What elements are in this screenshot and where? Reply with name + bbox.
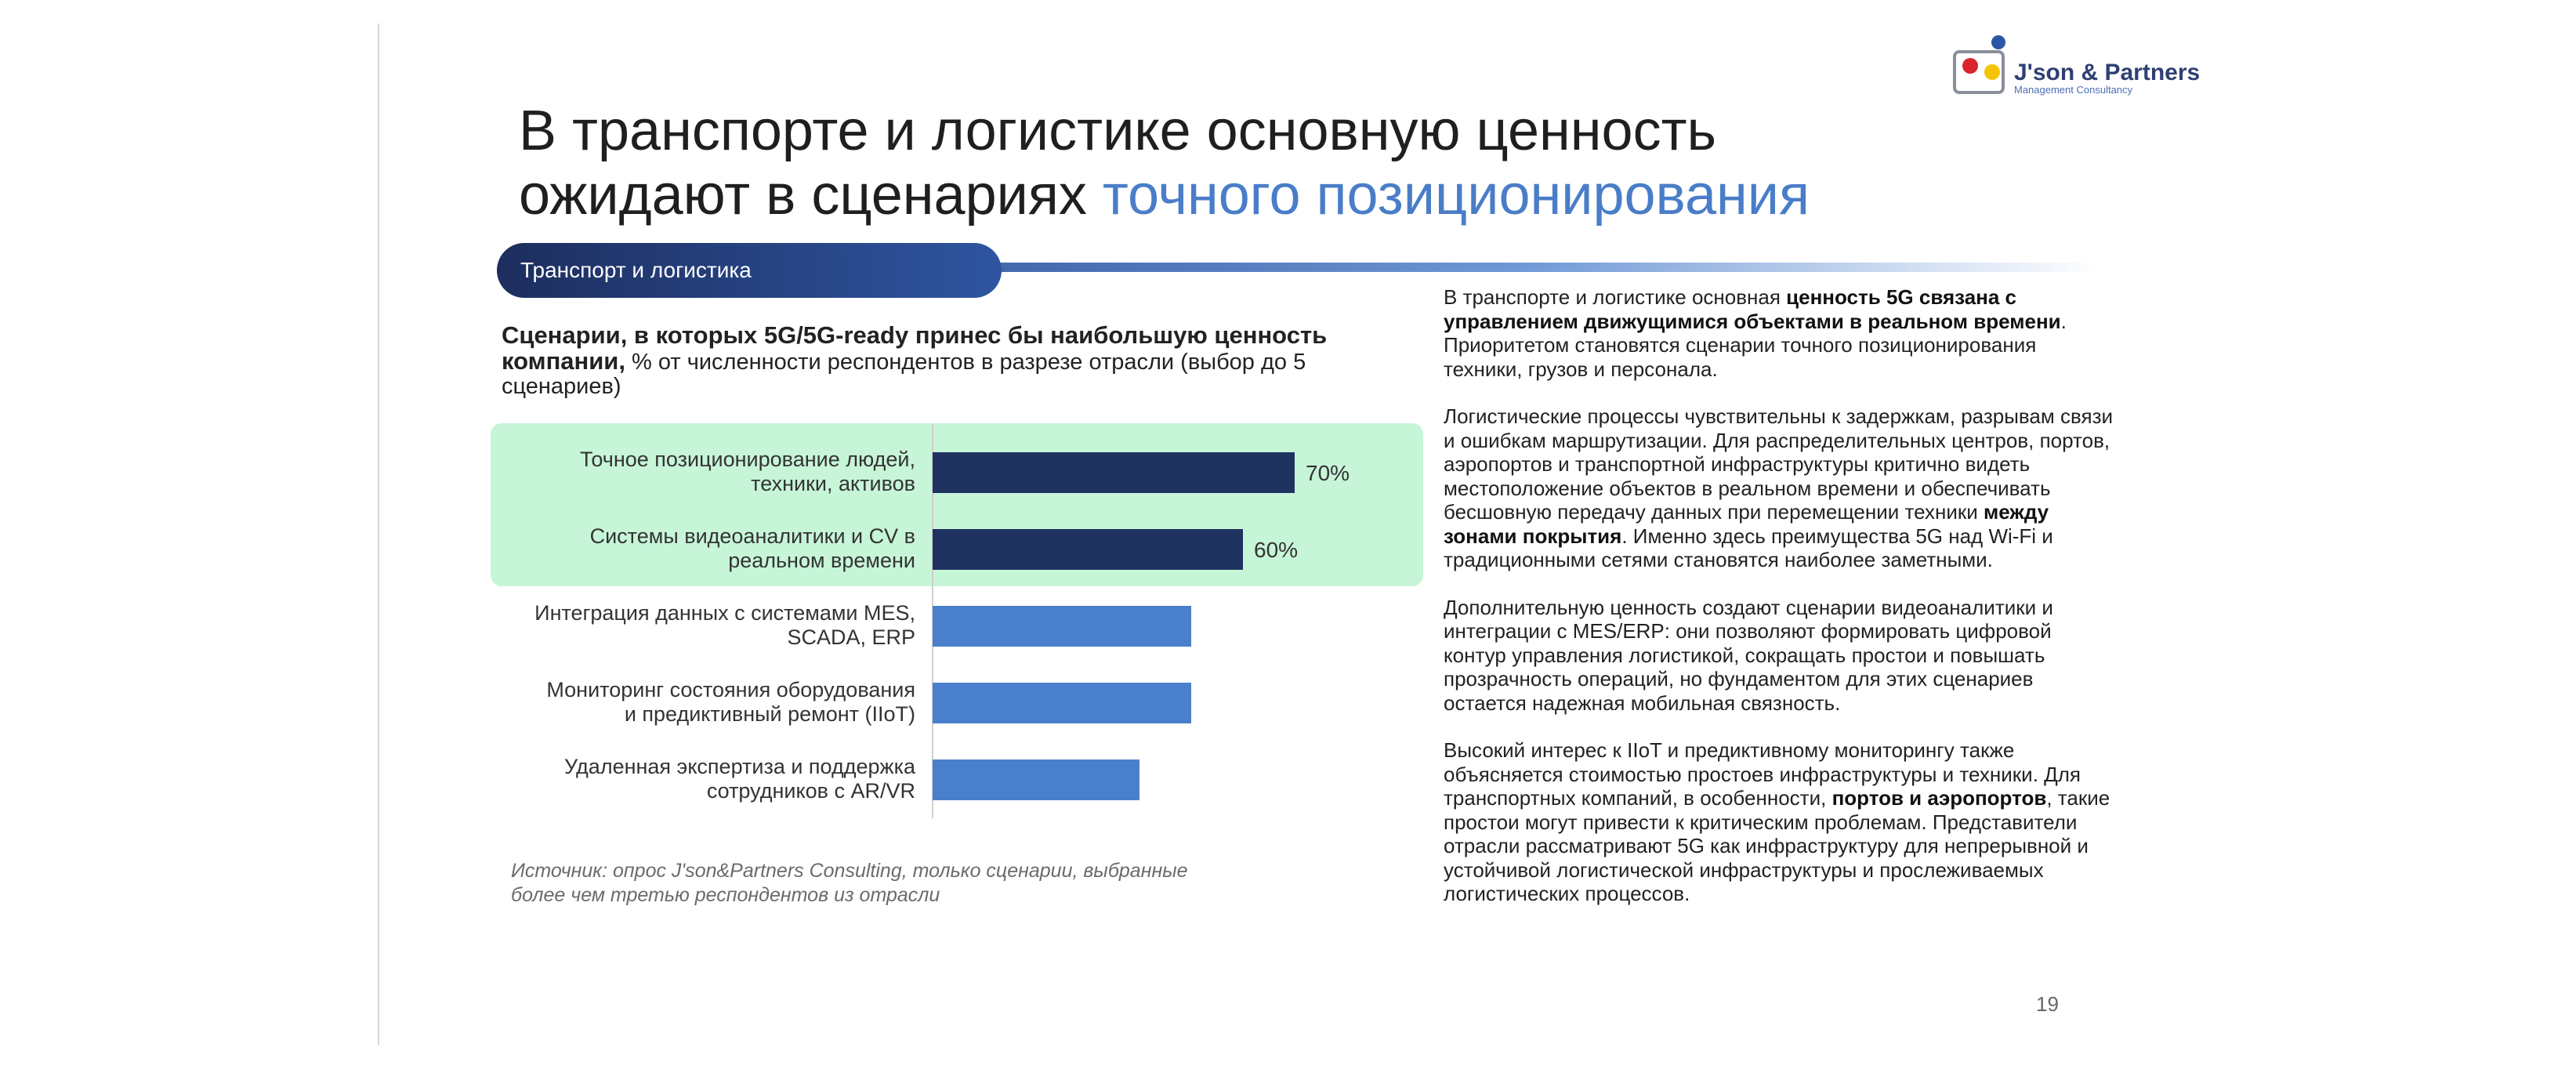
title-accent: точного позиционирования: [1102, 164, 1810, 227]
data-label: 60%: [1254, 538, 1299, 562]
section-band: [940, 263, 2100, 272]
body-p1-bold: ценность 5G связана с управлением движущимися объектами в реальном времени: [1444, 285, 2061, 333]
bar-chart: [470, 423, 1442, 831]
chart-heading-bold: Сценарии, в которых 5G/5G-ready принес бы наибольшую ценность компании,: [502, 321, 1328, 375]
data-label: 70%: [1306, 461, 1350, 485]
category-label: Удаленная экспертиза и поддержка сотрудников с AR/VR: [564, 755, 915, 803]
logo-subtitle: Management Consultancy: [2014, 84, 2133, 96]
logo-text: J'son & Partners: [2014, 60, 2201, 85]
body-p1-a: В транспорте и логистике основная: [1444, 285, 1787, 309]
bar: [933, 683, 1191, 723]
title-line-2: ожидают в сценариях: [519, 164, 1103, 227]
page-title: [519, 99, 2008, 227]
body-p2-a: Логистические процессы чувствительны к задержкам, разрывам связи и ошибкам маршрутизации. Для распределительных центров, портов, аэропортов и транспортной инфраструктуры критично видеть местоположение объектов в реальном времени и обеспечивать бесшовную передачу данных при перемещении техники: [1444, 404, 2114, 524]
bar: [933, 529, 1243, 570]
body-p4-bold: портов и аэропортов: [1831, 786, 2047, 810]
category-label: Системы видеоаналитики и CV в реальном времени: [589, 524, 915, 572]
source-note: Источник: опрос J'son&Partners Consulting, только сценарии, выбранные более чем третью респондентов из отрасли: [511, 860, 1188, 906]
category-label: Интеграция данных с системами MES, SCADA, ERP: [534, 601, 915, 649]
body-p2-bold: между зонами покрытия: [1444, 500, 2049, 548]
body-paragraph-2: [1444, 404, 2118, 572]
title-line-1: В транспорте и логистике основную ценность: [519, 100, 1717, 163]
body-text: [1444, 285, 2118, 930]
body-p1-c: . Приоритетом становятся сценарии точного позиционирования техники, грузов и персонала.: [1444, 309, 2067, 381]
body-p4-a: Высокий интерес к IIoT и предиктивному мониторингу также объясняется стоимостью простоев инфраструктуры и техники. Для транспортных компаний, в особенности,: [1444, 738, 2081, 810]
page-number: 19: [2036, 992, 2059, 1016]
body-p2-c: . Именно здесь преимущества 5G над Wi-Fi и традиционными сетями становятся наиболее заметными.: [1444, 524, 2053, 571]
body-paragraph-1: [1444, 285, 2118, 381]
chart-heading: [502, 323, 1379, 399]
section-label: Транспорт и логистика: [497, 243, 1002, 298]
chart-heading-normal: % от численности респондентов в разрезе отрасли (выбор до 5 сценариев): [502, 350, 1306, 399]
body-paragraph-3: Дополнительную ценность создают сценарии видеоаналитики и интеграции с MES/ERP: они позволяют формировать цифровой контур управления логистикой, сокращать простои и повышать прозрачность операций, но фундаментом для этих сценариев остается надежная мобильная связность.: [1444, 595, 2053, 715]
body-p4-c: , такие простои могут привести к критическим проблемам. Представители отрасли рассматривают 5G как инфраструктуру для непрерывной и устойчивой логистической инфраструктуры и прослеживаемых логистических процессов.: [1444, 786, 2110, 905]
page-border: [378, 24, 379, 1046]
category-label: Мониторинг состояния оборудования и предиктивный ремонт (IIoT): [546, 678, 915, 726]
bar: [933, 606, 1191, 647]
category-label: Точное позиционирование людей, техники, активов: [579, 448, 915, 495]
bar: [933, 452, 1295, 493]
bar: [933, 759, 1139, 800]
body-paragraph-4: [1444, 738, 2118, 906]
